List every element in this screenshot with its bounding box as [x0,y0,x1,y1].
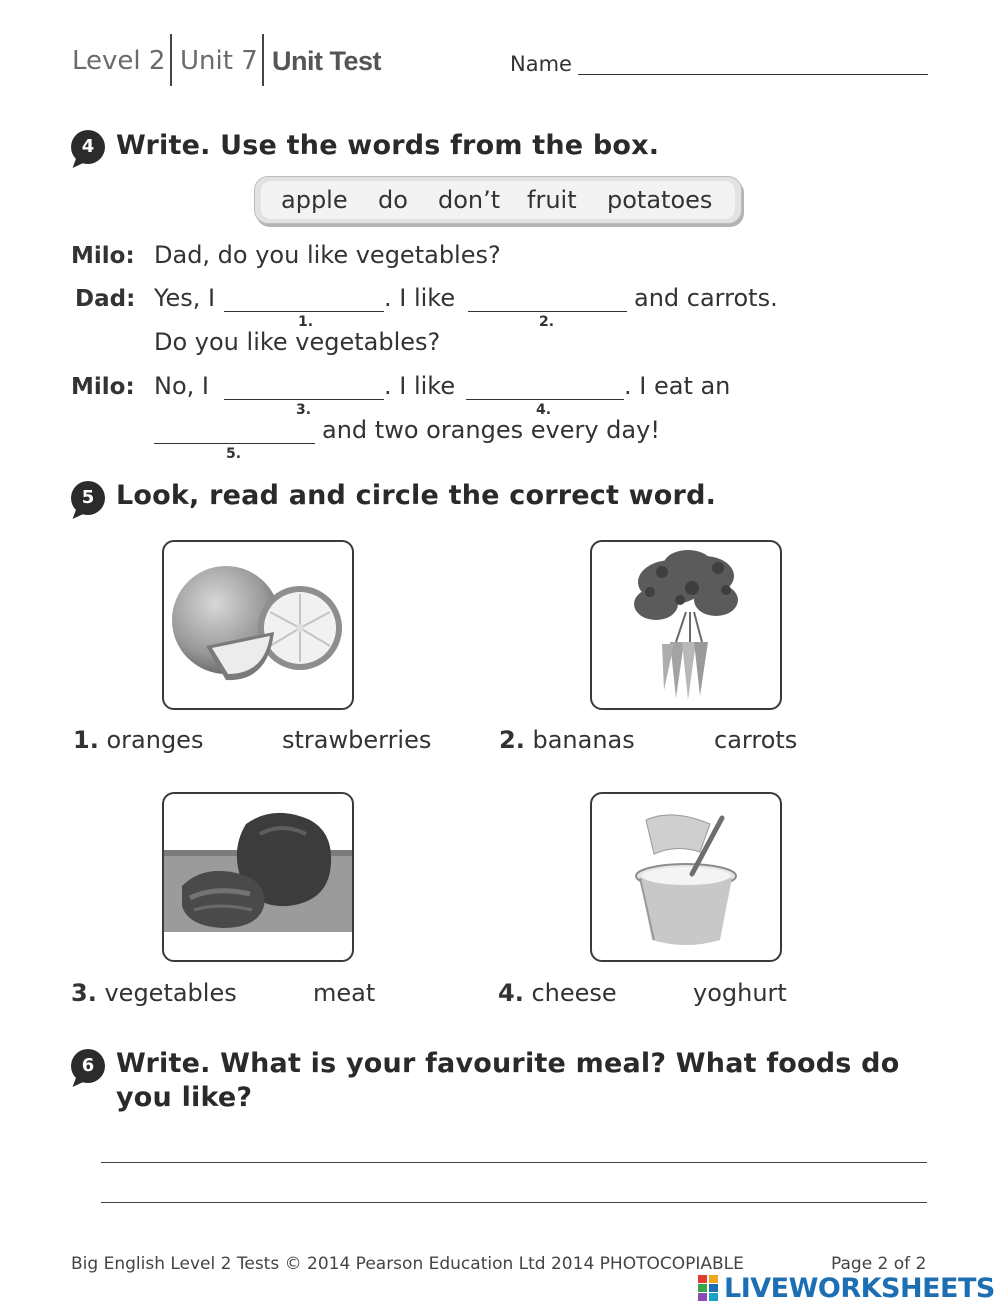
writing-line-1[interactable] [101,1162,927,1163]
option-cheese[interactable]: cheese [531,979,617,1007]
dialogue-text: and two oranges every day! [322,416,660,444]
section-badge-4: 4 [71,130,105,164]
word-potatoes: potatoes [607,186,713,214]
answer-blank-1[interactable] [224,311,384,312]
writing-line-2[interactable] [101,1202,927,1203]
yoghurt-picture [590,792,782,962]
word-dont: don’t [438,186,501,214]
blank-number: 5. [226,446,242,462]
item-1-options [73,726,203,754]
option-strawberries[interactable]: strawberries [282,726,432,754]
answer-blank-3[interactable] [224,399,384,400]
dialogue-text: Dad, do you like vegetables? [154,241,501,269]
dialogue-text: Do you like vegetables? [154,328,441,356]
option-oranges[interactable]: oranges [106,726,204,754]
dialogue-text: . I like [384,284,456,312]
liveworksheets-logo-icon [697,1274,721,1302]
header-test-title: Unit Test [272,46,381,76]
name-label: Name [510,52,572,76]
answer-blank-5[interactable] [154,443,315,444]
header-divider [170,34,172,86]
item-3-options [71,979,237,1007]
header-divider [262,34,264,86]
section-5-title: Look, read and circle the correct word. [116,480,717,511]
orange-picture [162,540,354,710]
answer-blank-2[interactable] [468,311,627,312]
speaker-milo: Milo: [71,374,135,400]
dialogue-text: . I like [384,372,456,400]
word-box [254,176,742,224]
header-unit: Unit 7 [180,46,258,76]
section-6-title-cont: you like? [116,1082,253,1113]
item-4-options [498,979,617,1007]
carrot-picture [590,540,782,710]
speaker-milo: Milo: [71,243,135,269]
liveworksheets-brand[interactable]: LIVEWORKSHEETS [724,1273,995,1304]
option-vegetables[interactable]: vegetables [104,979,237,1007]
blank-number: 4. [536,402,552,418]
footer-copyright: Big English Level 2 Tests © 2014 Pearson Education Ltd 2014 PHOTOCOPIABLE [71,1254,744,1274]
word-fruit: fruit [527,186,577,214]
footer-page-number: Page 2 of 2 [831,1254,927,1274]
dialogue-text: Yes, I [154,284,216,312]
blank-number: 3. [296,402,312,418]
dialogue-text: . I eat an [624,372,731,400]
item-number: 3. [71,979,97,1007]
section-4-title: Write. Use the words from the box. [116,130,660,161]
dialogue-text: No, I [154,372,209,400]
item-number: 1. [73,726,99,754]
meat-icon [164,794,352,960]
word-do: do [378,186,408,214]
meat-picture [162,792,354,962]
name-field[interactable] [578,74,928,75]
item-number: 4. [498,979,524,1007]
answer-blank-4[interactable] [466,399,624,400]
section-badge-5: 5 [71,481,105,515]
word-apple: apple [281,186,348,214]
section-badge-6: 6 [71,1049,105,1083]
section-6-title: Write. What is your favourite meal? What foods do [116,1048,900,1079]
option-meat[interactable]: meat [313,979,376,1007]
carrot-icon [592,542,780,708]
dialogue-text: and carrots. [634,284,778,312]
option-bananas[interactable]: bananas [532,726,635,754]
option-carrots[interactable]: carrots [714,726,798,754]
speaker-dad: Dad: [75,286,136,312]
option-yoghurt[interactable]: yoghurt [693,979,787,1007]
header-level: Level 2 [72,46,166,76]
blank-number: 1. [298,314,314,330]
yoghurt-icon [592,794,780,960]
item-2-options [499,726,635,754]
item-number: 2. [499,726,525,754]
blank-number: 2. [539,314,555,330]
orange-icon [164,542,352,708]
